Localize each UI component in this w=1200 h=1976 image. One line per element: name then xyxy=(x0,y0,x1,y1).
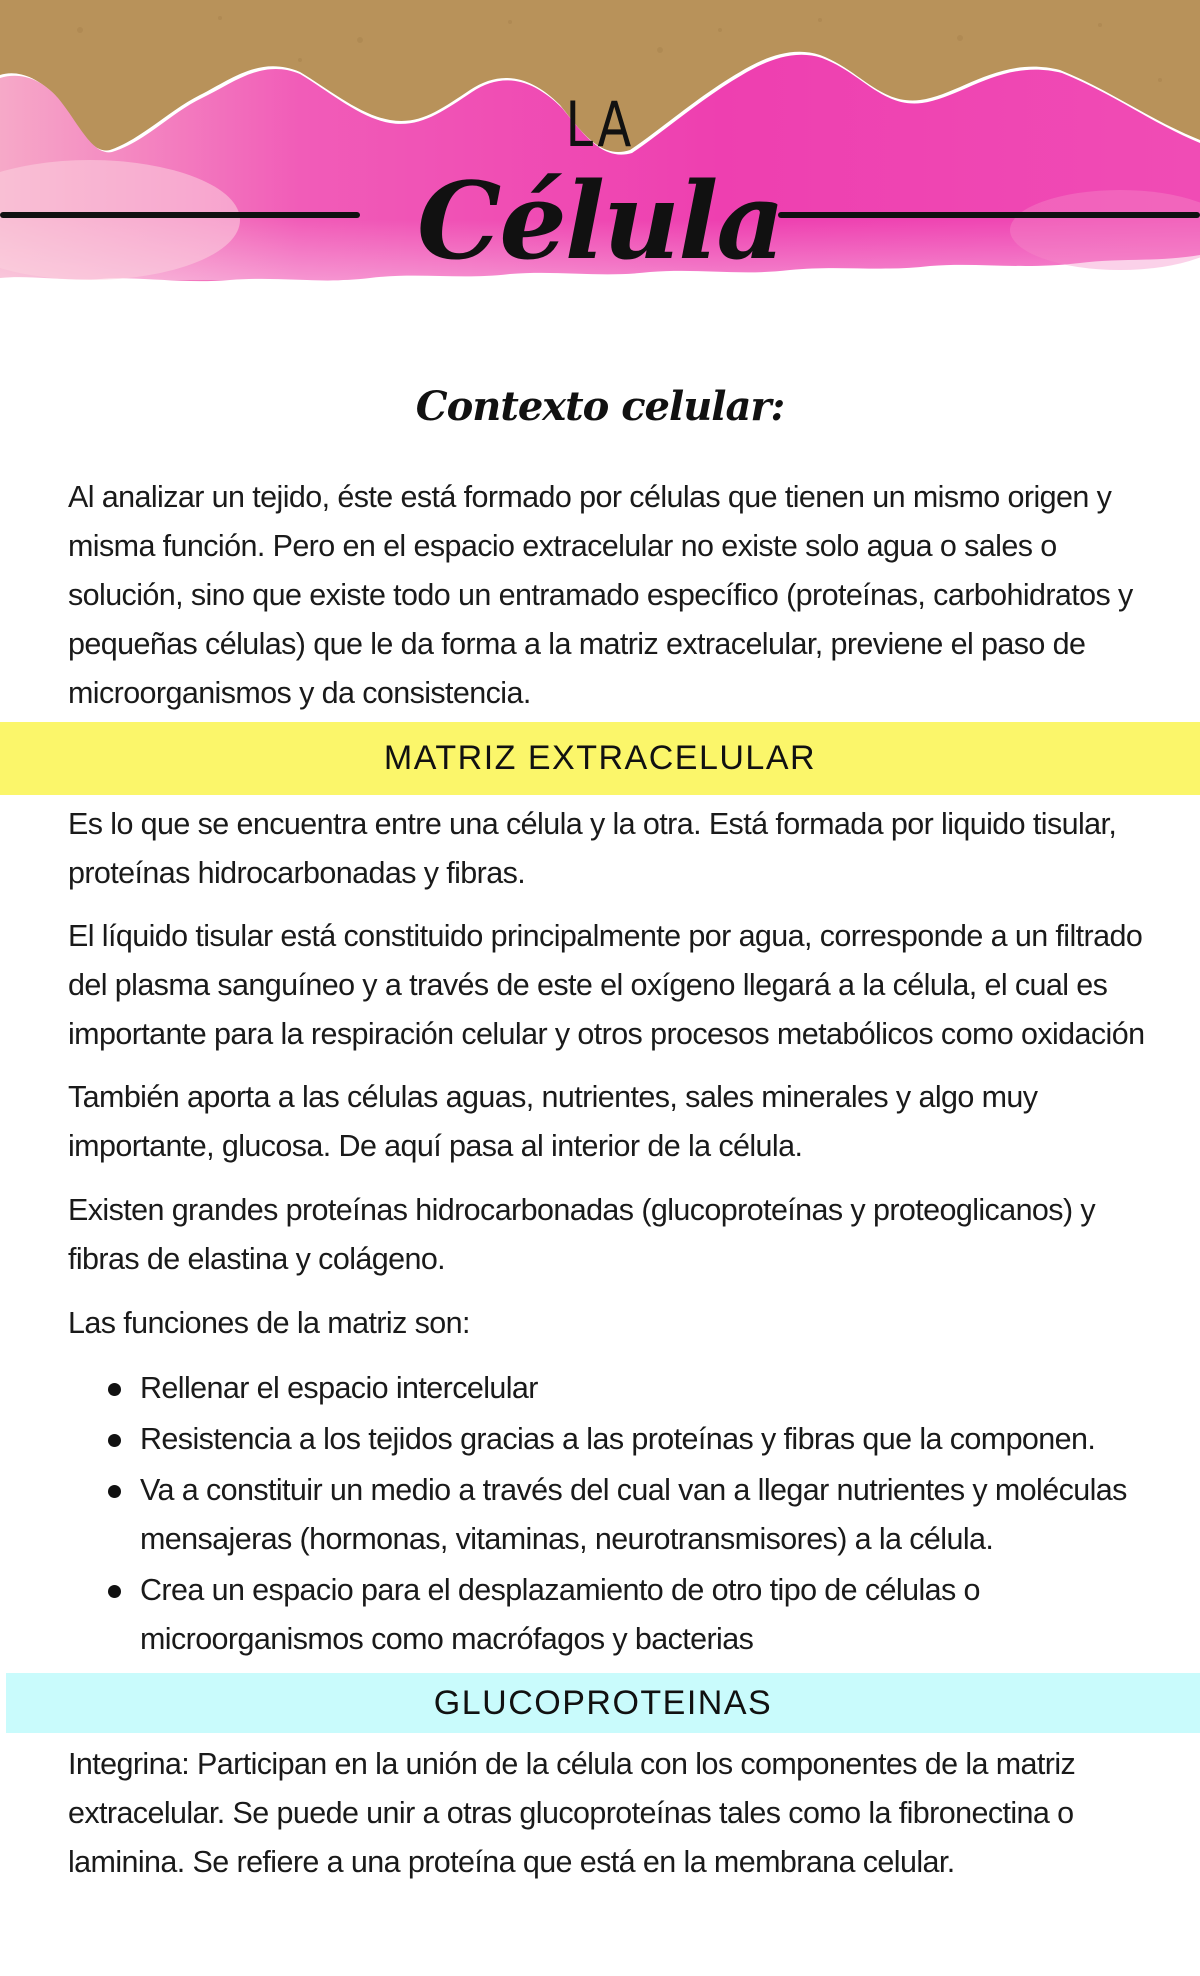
title-small: LA xyxy=(565,88,635,161)
glucoproteinas-paragraph: Integrina: Participan en la unión de la célula con los componentes de la matriz extracelular. Se puede unir a otras glucoproteínas tales como la fibronectina o laminina. Se refiere a una proteína que está en la membrana celular. xyxy=(68,1747,1076,1879)
section-heading-glucoproteinas: GLUCOPROTEINAS xyxy=(6,1673,1200,1733)
functions-list xyxy=(140,1364,1160,1666)
list-item: Va a constituir un medio a través del cual van a llegar nutrientes y moléculas mensajeras (hormonas, vitaminas, neurotransmisores) a la célula. xyxy=(140,1466,1160,1564)
header-banner xyxy=(0,0,1200,300)
list-item: Rellenar el espacio intercelular xyxy=(140,1364,1160,1413)
list-item: Resistencia a los tejidos gracias a las proteínas y fibras que la componen. xyxy=(140,1415,1160,1464)
page-title: Célula xyxy=(416,158,784,283)
matriz-paragraph-1: Es lo que se encuentra entre una célula y la otra. Está formada por liquido tisular, proteínas hidrocarbonadas y fibras. xyxy=(68,807,1117,890)
intro-paragraph: Al analizar un tejido, éste está formado por células que tienen un mismo origen y misma función. Pero en el espacio extracelular no existe solo agua o sales o solución, sino que existe todo un entramado específico (proteínas, carbohidratos y pequeñas células) que le da forma a la matriz extracelular, previene el paso de microorganismos y da consistencia. xyxy=(68,480,1133,710)
section-heading-matriz: MATRIZ EXTRACELULAR xyxy=(0,722,1200,795)
matriz-paragraph-2: El líquido tisular está constituido principalmente por agua, corresponde a un filtrado del plasma sanguíneo y a través de este el oxígeno llegará a la célula, el cual es importante para la respiración celular y otros procesos metabólicos como oxidación xyxy=(68,919,1145,1051)
list-item: Crea un espacio para el desplazamiento de otro tipo de células o microorganismos como macrófagos y bacterias xyxy=(140,1566,1160,1664)
matriz-paragraph-5: Las funciones de la matriz son: xyxy=(68,1306,470,1340)
matriz-paragraph-3: También aporta a las células aguas, nutrientes, sales minerales y algo muy importante, glucosa. De aquí pasa al interior de la célula. xyxy=(68,1080,1038,1163)
matriz-paragraph-4: Existen grandes proteínas hidrocarbonadas (glucoproteínas y proteoglicanos) y fibras de elastina y colágeno. xyxy=(68,1193,1096,1276)
section-subtitle: Contexto celular: xyxy=(415,383,785,430)
